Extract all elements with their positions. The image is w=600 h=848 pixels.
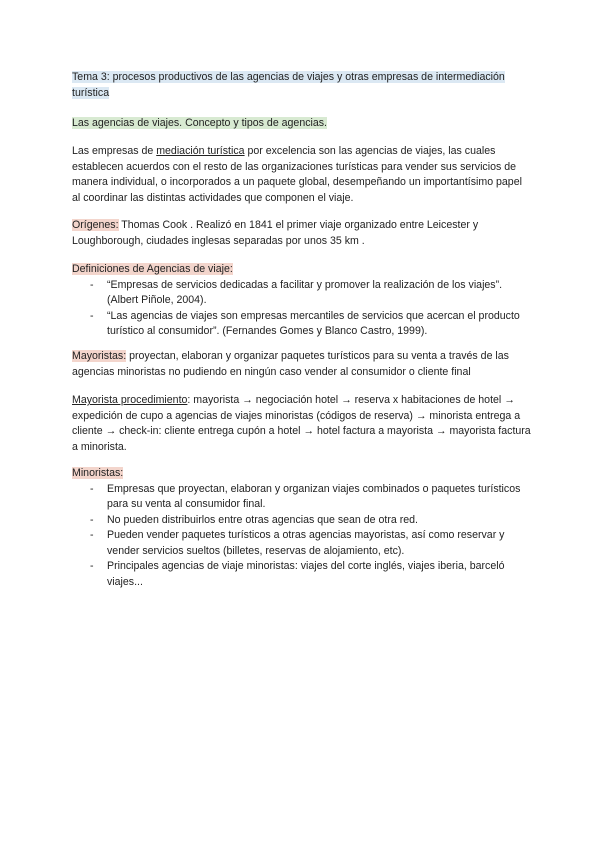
origins-paragraph xyxy=(72,218,532,249)
section-subtitle xyxy=(72,116,532,132)
list-item: - Empresas que proyectan, elaboran y organizan viajes combinados o paquetes turísticos para su venta al consumidor final. xyxy=(72,482,532,513)
intro-paragraph xyxy=(72,144,532,206)
procedimiento-text: : mayorista → negociación hotel → reserva x habitaciones de hotel → expedición de cupo a agencias de viajes minoristas (códigos de reserva) → minorista entrega a cliente → check-in: cliente entrega cupón a hotel → hotel factura a mayorista → mayorista factura a minorista. xyxy=(72,394,531,453)
intro-post: por excelencia son las agencias de viajes, las cuales establecen acuerdos con el resto de las organizaciones turísticas para vender sus servicios de manera individual, o incorporados a un paquete global, desempeñando un importantísimo papel al coordinar las distintas actividades que componen el viaje. xyxy=(72,145,522,204)
procedimiento-label: Mayorista procedimiento xyxy=(72,394,188,406)
mayoristas-text: proyectan, elaboran y organizar paquetes turísticos para su venta a través de las agencias minoristas no pudiendo en ningún caso vender al consumidor o cliente final xyxy=(72,350,509,378)
minoristas-heading: Minoristas: xyxy=(72,467,124,479)
mayoristas-label: Mayoristas: xyxy=(72,350,127,362)
title-line-1: Tema 3: procesos productivos de las agencias de viajes y otras empresas de intermediación xyxy=(72,71,505,83)
list-item: - “Empresas de servicios dedicadas a facilitar y promover la realización de los viajes”. (Albert Piñole, 2004). xyxy=(72,278,532,309)
minoristas-list xyxy=(72,482,532,591)
definitions-list xyxy=(72,278,532,340)
title-line-2: turística xyxy=(72,86,110,99)
origins-text: Thomas Cook . Realizó en 1841 el primer viaje organizado entre Leicester y Loughborough, ciudades inglesas separadas por unos 35 km . xyxy=(72,219,479,247)
list-item: - Principales agencias de viaje minoristas: viajes del corte inglés, viajes iberia, barceló viajes... xyxy=(72,559,532,590)
definitions-heading: Definiciones de Agencias de viaje: xyxy=(72,263,233,275)
list-item: - No pueden distribuirlos entre otras agencias que sean de otra red. xyxy=(72,513,532,529)
intro-term: mediación turística xyxy=(156,145,245,157)
minoristas-section xyxy=(72,466,532,590)
mayoristas-paragraph xyxy=(72,349,532,380)
intro-pre: Las empresas de xyxy=(72,145,157,157)
list-item: - Pueden vender paquetes turísticos a otras agencias mayoristas, así como reservar y vender servicios sueltos (billetes, reservas de alojamiento, etc). xyxy=(72,528,532,559)
origins-label: Orígenes: xyxy=(72,219,119,231)
subtitle-text: Las agencias de viajes. Concepto y tipos de agencias. xyxy=(72,117,328,129)
document-title xyxy=(72,70,532,101)
list-item: - “Las agencias de viajes son empresas mercantiles de servicios que acercan el producto turístico al consumidor”. (Fernandes Gomes y Blanco Castro, 1999). xyxy=(72,309,532,340)
procedimiento-paragraph xyxy=(72,393,532,455)
definitions-section xyxy=(72,262,532,340)
